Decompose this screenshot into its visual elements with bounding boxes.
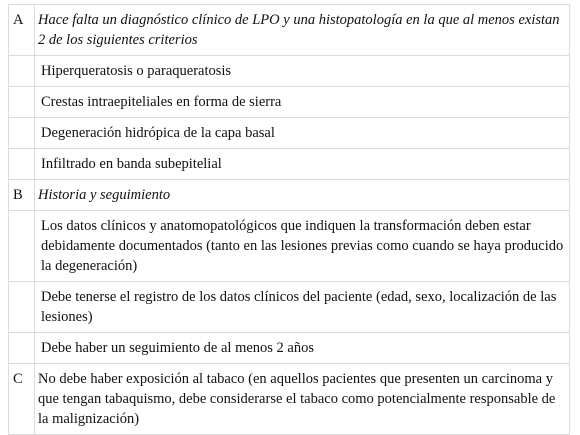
empty-cell: [9, 211, 35, 282]
criterion-item: [35, 333, 570, 364]
criterion-item: [35, 364, 570, 435]
criterion-text: Hiperqueratosis o paraqueratosis: [41, 63, 232, 79]
criterion-text: Infiltrado en banda subepitelial: [41, 156, 222, 172]
section-heading-text: Historia y seguimiento: [38, 187, 171, 203]
empty-cell: [9, 149, 35, 180]
table-row: [9, 87, 570, 118]
criterion-item: [35, 282, 570, 333]
table-row: [9, 282, 570, 333]
empty-cell: [9, 282, 35, 333]
criterion-text: Los datos clínicos y anatomopatológicos que indiquen la transformación deben estar debidamente documentados (tanto en las lesiones previas como cuando se haya producido la degeneración): [41, 218, 564, 274]
criterion-text: Debe tenerse el registro de los datos clínicos del paciente (edad, sexo, localización de las lesiones): [41, 289, 557, 325]
criteria-table: [8, 4, 570, 435]
empty-cell: [9, 118, 35, 149]
section-heading: [35, 180, 570, 211]
empty-cell: [9, 87, 35, 118]
criterion-text: Degeneración hidrópica de la capa basal: [41, 125, 275, 141]
section-letter: A: [9, 5, 35, 56]
empty-cell: [9, 333, 35, 364]
empty-cell: [9, 56, 35, 87]
criterion-item: [35, 56, 570, 87]
criterion-text: Crestas intraepiteliales en forma de sierra: [41, 94, 282, 110]
table-row: [9, 149, 570, 180]
table-row: [9, 364, 570, 435]
section-letter: B: [9, 180, 35, 211]
table-row: [9, 56, 570, 87]
criterion-item: [35, 118, 570, 149]
table-row: [9, 180, 570, 211]
criterion-item: [35, 149, 570, 180]
table-row: [9, 5, 570, 56]
criterion-text: Debe haber un seguimiento de al menos 2 años: [41, 340, 315, 356]
table-row: [9, 333, 570, 364]
table-row: [9, 118, 570, 149]
criterion-item: [35, 87, 570, 118]
criterion-text: No debe haber exposición al tabaco (en aquellos pacientes que presenten un carcinoma y que tengan tabaquismo, debe considerarse el tabaco como potencialmente responsable de la malignización): [38, 371, 556, 427]
section-letter: C: [9, 364, 35, 435]
section-heading: [35, 5, 570, 56]
criterion-item: [35, 211, 570, 282]
section-heading-text: Hace falta un diagnóstico clínico de LPO y una histopatología en la que al menos existan 2 de los siguientes criterios: [38, 12, 560, 48]
table-row: [9, 211, 570, 282]
